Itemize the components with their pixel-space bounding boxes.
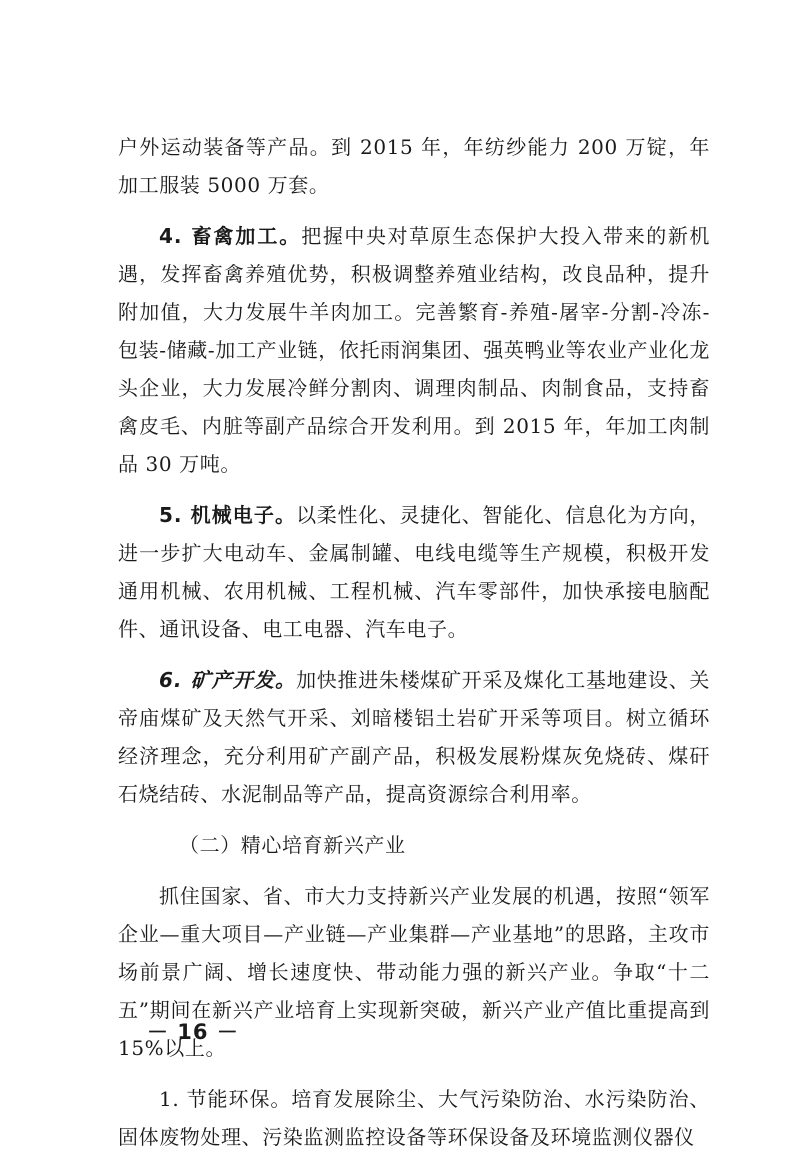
item-heading: 1. 节能环保。 [159, 1087, 292, 1111]
paragraph-text: 抓住国家、省、市大力支持新兴产业发展的机遇，按照“领军企业—重大项目—产业链—产业集群—产业基地”的思路，主攻市场前景广阔、增长速度快、带动能力强的新兴产业。争取“十二五”期间在新兴产业培育上实现新突破，新兴产业产值比重提高到 15%以上。 [118, 884, 710, 1060]
paragraph-text: 加快推进朱楼煤矿开采及煤化工基地建设、关帝庙煤矿及天然气开采、刘暗楼铝土岩矿开采等项目。树立循环经济理念，充分利用矿产副产品，积极发展粉煤灰免烧砖、煤矸石烧结砖、水泥制品等产品，提高资源综合利用率。 [118, 668, 711, 806]
paragraph-textile-continuation [118, 128, 710, 204]
paragraph-energy-saving [118, 1080, 710, 1156]
page-number: － 16 － [147, 1020, 239, 1044]
paragraph-text: 以柔性化、灵捷化、智能化、信息化为方向，进一步扩大电动车、金属制罐、电线电缆等生产规模，积极开发通用机械、农用机械、工程机械、汽车零部件，加快承接电脑配件、通讯设备、电工电器、汽车电子。 [118, 503, 711, 641]
paragraph-text: 培育发展除尘、大气污染防治、水污染防治、固体废物处理、污染监测监控设备等环保设备及环境监测仪器仪 [118, 1087, 710, 1149]
paragraph-machinery-electronics [118, 496, 710, 648]
section-heading-text: （二）精心培育新兴产业 [179, 833, 406, 857]
paragraph-mineral-development [118, 661, 710, 813]
document-body [118, 128, 710, 1169]
item-heading: 5. 机械电子。 [159, 503, 297, 527]
section-heading [118, 826, 710, 864]
paragraph-livestock-processing [118, 217, 710, 483]
item-heading: 4. 畜禽加工。 [159, 224, 302, 248]
paragraph-text: 把握中央对草原生态保护大投入带来的新机遇，发挥畜禽养殖优势，积极调整养殖业结构，改良品种，提升附加值，大力发展牛羊肉加工。完善繁育-养殖-屠宰-分割-冷冻-包装-储藏-加工产业链，依托雨润集团、强英鸭业等农业产业化龙头企业，大力发展冷鲜分割肉、调理肉制品、肉制食品，支持畜禽皮毛、内脏等副产品综合开发利用。到 2015 年，年加工肉制品 30 万吨。 [118, 224, 710, 476]
item-heading: 6. 矿产开发。 [159, 668, 297, 692]
paragraph-text: 户外运动装备等产品。到 2015 年，年纺纱能力 200 万锭，年加工服装 5000 万套。 [118, 135, 710, 197]
